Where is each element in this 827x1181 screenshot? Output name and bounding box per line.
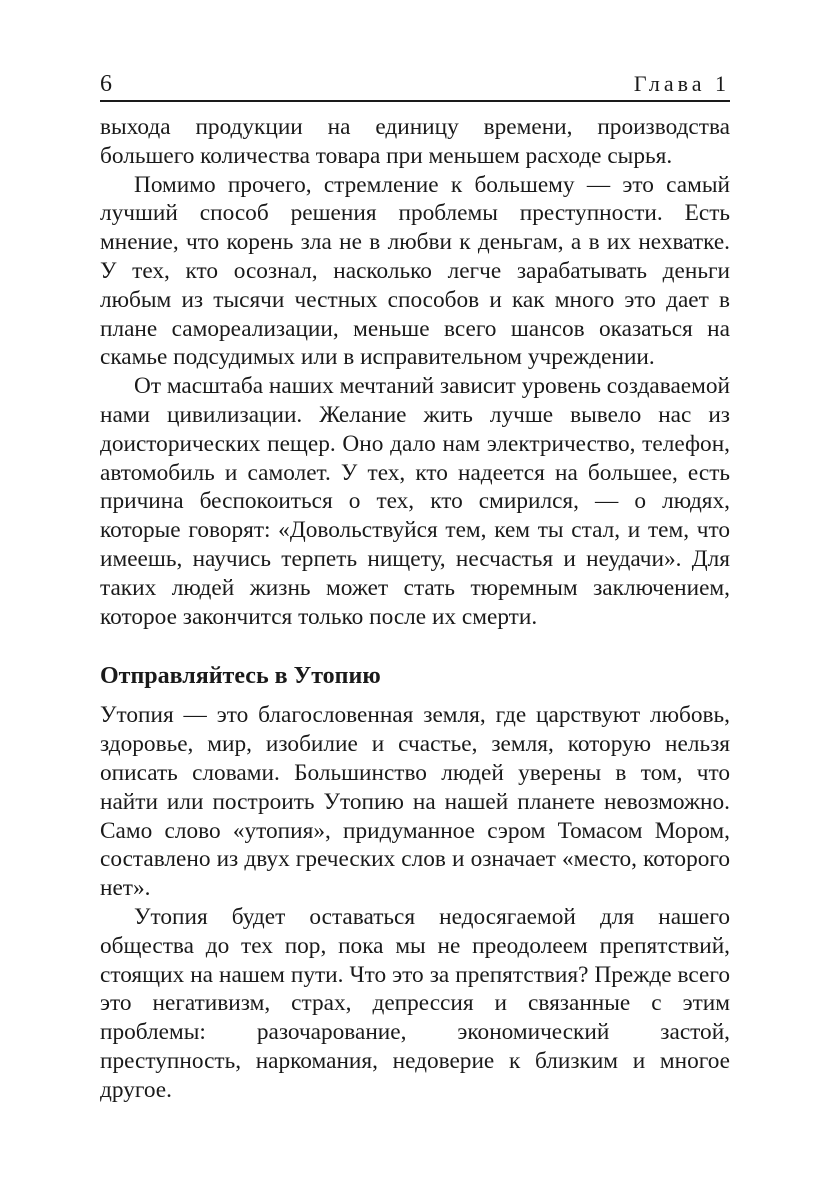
paragraph-5: Утопия будет оставаться недосягаемой для нашего общества до тех пор, пока мы не преодолеем препятствий, стоящих на нашем пути. Что это за препятствия? Прежде всего это негативизм, страх, депрессия и связанные с этим проблемы: разочарование, экономический застой, преступность, наркомания, недоверие к близким и многое другое. bbox=[100, 903, 730, 1103]
paragraph-3: От масштаба наших мечтаний зависит уровень создаваемой нами цивилизации. Желание жить лучше вывело нас из доисторических пещер. Оно дало нам электричество, телефон, автомобиль и самолет. У тех, кто надеется на большее, есть причина беспокоиться о тех, кто смирился, — о людях, которые говорят: «Довольствуйся тем, кем ты стал, и тем, что имеешь, научись терпеть нищету, несчастья и неудачи». Для таких людей жизнь может стать тюремным заключением, которое закончится только после их смерти. bbox=[100, 373, 730, 630]
section-heading: Отправляйтесь в Утопию bbox=[100, 663, 381, 690]
page-number: 6 bbox=[100, 71, 112, 97]
running-header bbox=[100, 70, 730, 102]
chapter-label: Глава 1 bbox=[633, 71, 730, 96]
paragraph-2: Помимо прочего, стремление к большему — это самый лучший способ решения проблемы преступности. Есть мнение, что корень зла не в любви к деньгам, а в их нехватке. У тех, кто осознал, насколько легче зарабатывать деньги любым из тысячи честных способов и как много это дает в плане самореализации, меньше всего шансов оказаться на скамье подсудимых или в исправительном учреждении. bbox=[100, 171, 730, 371]
paragraph-4: Утопия — это благословенная земля, где царствуют любовь, здоровье, мир, изобилие и счастье, земля, которую нельзя описать словами. Большинство людей уверены в том, что найти или построить Утопию на нашей планете невозможно. Само слово «утопия», придуманное сэром Томасом Мором, составлено из двух греческих слов и означает «место, которого нет». bbox=[100, 702, 730, 902]
page-body bbox=[100, 113, 730, 1105]
paragraph-1: выхода продукции на единицу времени, производства большего количества товара при меньшем расходе сырья. bbox=[100, 114, 730, 169]
